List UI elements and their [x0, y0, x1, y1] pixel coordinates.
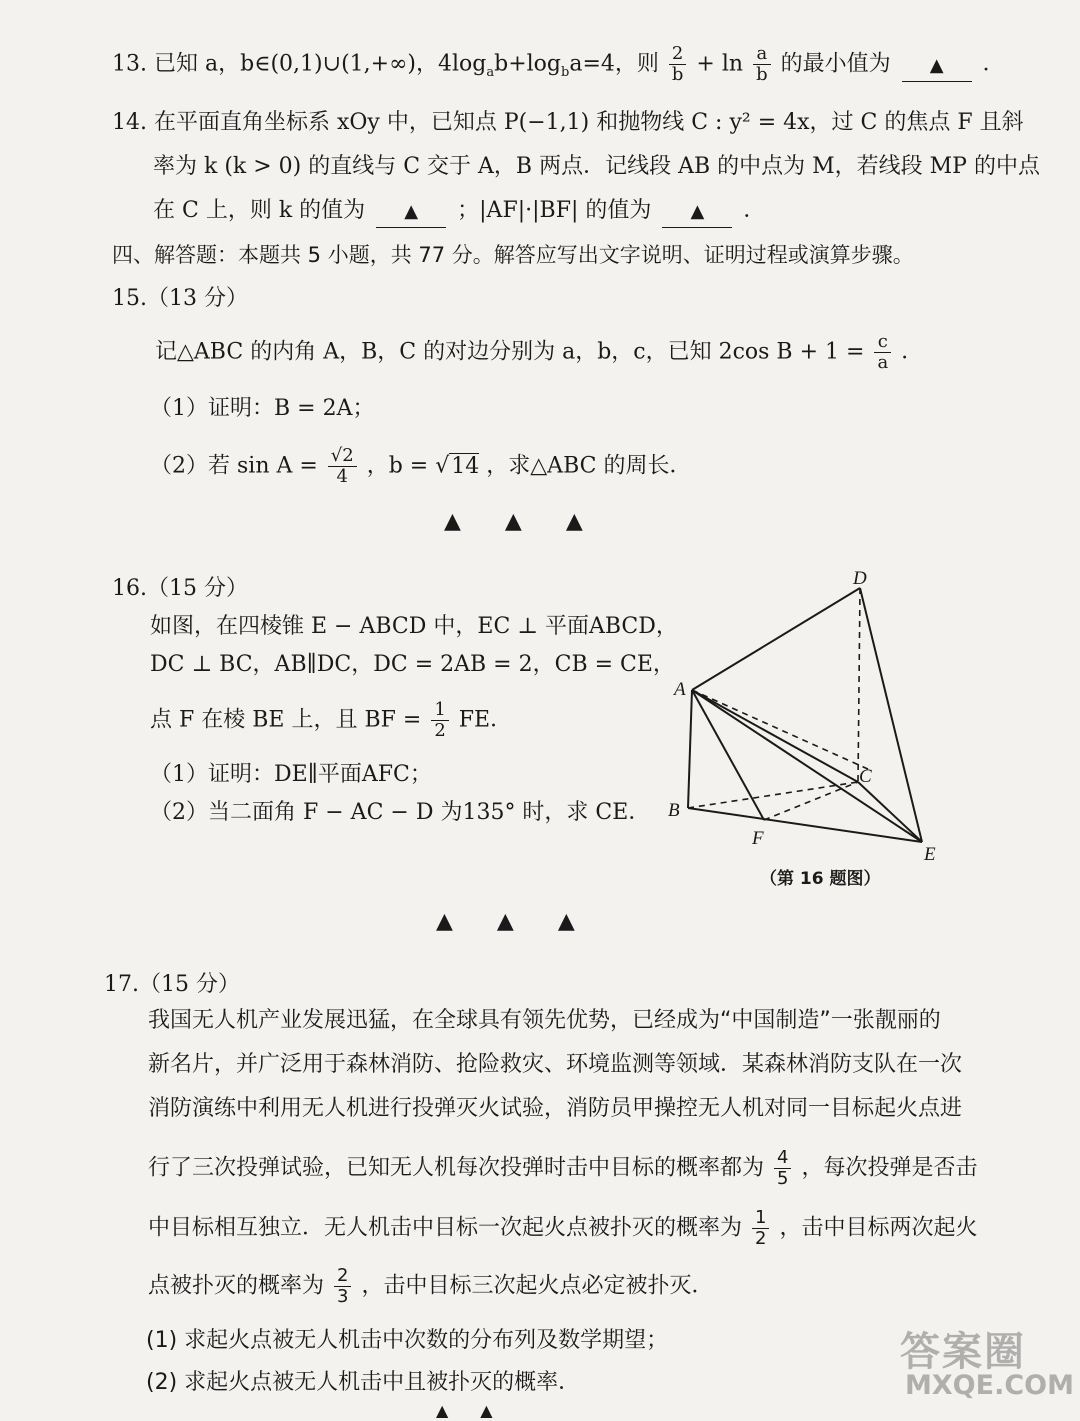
question-17-line-6: 点被扑灭的概率为 $\frac{2}{3}$ ，击中目标三次起火点必定被扑灭．	[148, 1265, 714, 1307]
question-number: 13.	[112, 51, 147, 77]
question-17-head: 17.（15 分）	[104, 972, 240, 997]
vertex-label-C: C	[859, 766, 872, 787]
edge-FC	[764, 782, 858, 820]
fraction: $\frac{a}{b}$	[753, 44, 771, 85]
fraction: $\frac{4}{5}$	[774, 1148, 791, 1189]
edge-AD	[692, 588, 860, 690]
edge-BE	[688, 808, 922, 842]
question-16-head: 16.（15 分）	[112, 576, 248, 601]
fraction: $\frac{√2}{4}$	[328, 446, 357, 487]
question-17-line-3: 消防演练中利用无人机进行投弹灭火试验，消防员甲操控无人机对同一目标起火点进	[148, 1096, 963, 1121]
fraction: $\frac{2}{b}$	[669, 44, 687, 85]
vertex-label-E: E	[924, 844, 936, 865]
watermark-url: MXQE.COM	[905, 1370, 1074, 1401]
question-17-line-1: 我国无人机产业发展迅猛，在全球具有领先优势，已经成为“中国制造”一张靓丽的	[148, 1008, 941, 1033]
edge-AC-dashed	[692, 690, 870, 770]
question-14-line-1: 14. 在平面直角坐标系 xOy 中，已知点 P(−1,1) 和抛物线 C : y² = 4x，过 C 的焦点 F 且斜	[112, 110, 1024, 135]
fraction: $\frac{2}{3}$	[334, 1266, 351, 1307]
question-17-line-5: 中目标相互独立．无人机击中目标一次起火点被扑灭的概率为 $\frac{1}{2}$ ，击中目标两次起火	[148, 1207, 978, 1249]
section-heading: 四、解答题：本题共 5 小题，共 77 分。解答应写出文字说明、证明过程或演算步骤。	[112, 243, 914, 267]
answer-space-marker: ▲ ▲	[436, 1401, 493, 1420]
answer-space-marker: ▲ ▲ ▲	[436, 909, 575, 934]
question-15-part-1: （1）证明：B = 2A；	[150, 396, 375, 421]
vertex-label-D: D	[853, 570, 867, 589]
vertex-label-A: A	[674, 679, 686, 700]
answer-blank: ▲	[902, 50, 972, 82]
edge-CE	[858, 782, 922, 842]
fraction: $\frac{1}{2}$	[752, 1208, 769, 1249]
question-16-part-1: （1）证明：DE∥平面AFC；	[150, 762, 432, 787]
question-16-line-1: 如图，在四棱锥 E − ABCD 中，EC ⊥ 平面ABCD，	[150, 614, 678, 639]
question-17-line-4: 行了三次投弹试验，已知无人机每次投弹时击中目标的概率都为 $\frac{4}{5}$ ，每次投弹是否击	[148, 1147, 978, 1189]
question-16-part-2: （2）当二面角 F − AC − D 为135° 时，求 CE．	[150, 800, 651, 825]
question-17-part-1: (1) 求起火点被无人机击中次数的分布列及数学期望；	[146, 1328, 669, 1353]
edge-BC	[688, 782, 858, 808]
fraction: $\frac{1}{2}$	[431, 700, 448, 741]
answer-blank: ▲	[376, 196, 446, 228]
question-17-line-2: 新名片，并广泛用于森林消防、抢险救灾、环境监测等领域．某森林消防支队在一次	[148, 1052, 963, 1077]
question-14-line-2: 率为 k (k > 0) 的直线与 C 交于 A，B 两点．记线段 AB 的中点为 M，若线段 MP 的中点	[153, 154, 1040, 179]
question-13: 13. 已知 a，b∈(0,1)∪(1,+∞)，$4\log_ab+\log_ba=4$，则 $\frac{2}{b}$ + ln $\frac{a}{b}$ 的最小值为 ▲ ．	[112, 43, 1005, 85]
pyramid-diagram	[660, 570, 960, 870]
edge-AE	[692, 690, 922, 842]
answer-space-marker: ▲ ▲ ▲	[444, 509, 583, 534]
answer-blank: ▲	[662, 196, 732, 228]
vertex-label-F: F	[752, 828, 764, 849]
fraction: $\frac{c}{a}$	[874, 332, 891, 373]
question-16-line-3: 点 F 在棱 BE 上，且 BF = $\frac{1}{2}$ FE．	[150, 699, 513, 741]
vertex-label-B: B	[668, 800, 680, 821]
question-16-line-2: DC ⊥ BC，AB∥DC，DC = 2AB = 2，CB = CE，	[150, 652, 675, 677]
question-14-line-3: 在 C 上，则 k 的值为 ▲ ；|AF|·|BF| 的值为 ▲ ．	[153, 196, 765, 228]
question-15-head: 15.（13 分）	[112, 286, 248, 311]
edge-DE	[860, 588, 922, 842]
figure-caption: （第 16 题图）	[760, 869, 881, 889]
question-15-part-2: （2）若 sin A = $\frac{√2}{4}$ ，b = √14 ，求△ABC 的周长．	[150, 445, 692, 487]
watermark-logo: 答案圈	[900, 1329, 1026, 1375]
question-17-part-2: (2) 求起火点被无人机击中且被扑灭的概率．	[146, 1370, 581, 1395]
edge-DC	[858, 588, 860, 782]
question-number: 14.	[112, 110, 147, 135]
question-15-stem: 记△ABC 的内角 A，B，C 的对边分别为 a，b，c，已知 2cos B + 1 = $\frac{c}{a}$ ．	[155, 331, 924, 373]
edge-AB	[688, 690, 692, 808]
